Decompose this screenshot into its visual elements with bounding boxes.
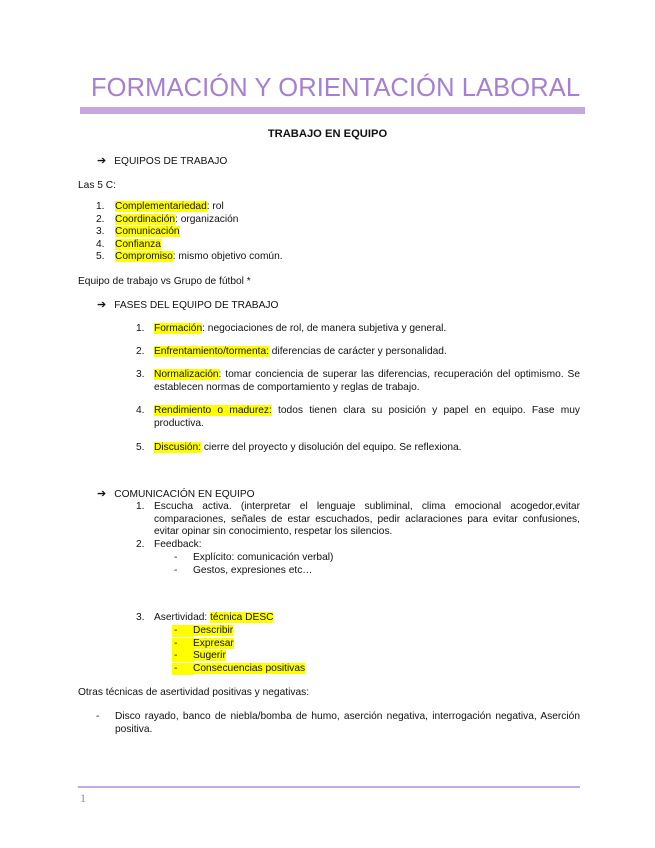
item-number: 4. [96,238,105,250]
desc-item: Sugerir [193,650,226,661]
sub-bullet-dash: - [174,565,178,576]
phase-term: Normalización [154,369,219,380]
phase-item [154,323,580,336]
section-label: COMUNICACIÓN EN EQUIPO [114,489,255,500]
footer-rule [78,786,580,788]
item-term: Complementariedad [115,201,207,212]
item-number: 3. [96,226,105,237]
other-techniques-intro: Otras técnicas de asertividad positivas y negativas: [78,687,310,698]
arrow-bullet-icon: ➔ [97,155,107,167]
item-text: : organización [175,213,239,225]
phase-term: Discusión: [154,442,201,453]
phase-term: Enfrentamiento/tormenta: [154,346,269,357]
sub-bullet-dash: - [174,662,178,674]
item-term: Compromiso [115,251,173,262]
phase-number: 3. [136,369,145,380]
escucha-activa-item: Escucha activa. (interpretar el lenguaje subliminal, clima emocional acogedor,evitar comparaciones, señales de estar escuchados, pedir aclaraciones para evitar confusiones, evitar opinar sin conocimiento, respetar los silencios. [154,501,580,538]
list-item [96,238,161,250]
desc-item: Expresar [193,637,234,649]
comparison-note: Equipo de trabajo vs Grupo de fútbol * [78,276,251,287]
sub-bullet-dash: - [174,637,178,649]
sub-bullet-dash: - [174,552,178,563]
item-term: Comunicación [115,226,180,237]
item-term: Confianza [115,238,161,250]
item-text: : rol [206,201,224,212]
section-label: FASES DEL EQUIPO DE TRABAJO [114,300,279,311]
other-techniques-text: Disco rayado, banco de niebla/bomba de humo, aserción negativa, interrogación negativa, Aserción positiva. [115,711,580,735]
phase-item [154,369,580,394]
asertividad-item [154,612,273,623]
desc-item: Describir [193,625,234,636]
item-number: 1. [96,201,105,212]
page-number: 1 [80,791,86,805]
section-equipos [97,154,227,167]
desc-item: Consecuencias positivas [193,662,306,674]
phase-number: 5. [136,442,145,453]
section-heading: TRABAJO EN EQUIPO [267,128,388,140]
phase-text: diferencias de carácter y personalidad. [268,346,447,357]
section-fases [97,298,278,311]
item-number: 2. [96,213,105,225]
arrow-bullet-icon: ➔ [97,299,107,311]
item-term: técnica DESC [210,612,274,623]
item-text: : mismo objetivo común. [172,251,283,262]
sub-list-item: Explícito: comunicación verbal) [193,552,334,563]
five-c-intro: Las 5 C: [78,180,116,191]
phase-number: 2. [136,346,145,357]
feedback-item: Feedback: [154,539,202,550]
phase-number: 4. [136,405,145,416]
item-term: Coordinación [115,213,176,225]
section-comunicacion [97,487,255,500]
phase-term: Rendimiento o madurez: [154,405,272,416]
list-number: 3. [136,612,145,623]
phase-item [154,346,580,359]
phase-item [154,442,580,455]
sub-bullet-dash: - [174,625,178,636]
list-number: 2. [136,539,145,550]
list-item [96,226,180,237]
arrow-bullet-icon: ➔ [97,488,107,500]
list-item [96,213,239,225]
list-item [96,251,283,262]
item-number: 5. [96,251,105,262]
phase-number: 1. [136,323,145,334]
phase-text: cierre del proyecto y disolución del equipo. Se reflexiona. [201,442,462,453]
phase-text: todos tienen clara su posición y papel en equipo. Fase muy productiva. [154,405,580,429]
phase-item [154,405,580,430]
phase-term: Formación [154,323,203,334]
phase-text: : tomar conciencia de superar las diferencias, recuperación del optimismo. Se establecen normas de comportamiento y reglas de trabajo. [154,369,580,393]
section-label: EQUIPOS DE TRABAJO [114,156,228,167]
bullet-dash: - [96,711,100,722]
document-title: FORMACIÓN Y ORIENTACIÓN LABORAL [91,74,581,102]
sub-bullet-dash: - [174,650,178,661]
list-number: 1. [136,501,145,512]
phase-text: : negociaciones de rol, de manera subjetiva y general. [202,323,447,334]
item-text: Asertividad: [154,612,211,623]
sub-list-item: Gestos, expresiones etc… [193,565,313,576]
title-underline [80,107,585,114]
list-item [96,201,224,212]
